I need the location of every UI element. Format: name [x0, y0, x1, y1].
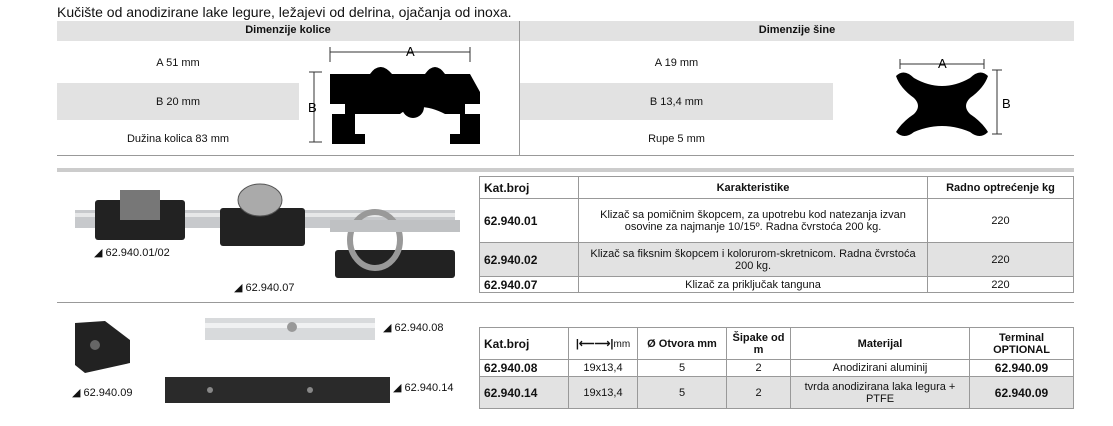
t1-load: 220 [928, 277, 1074, 293]
t1-load: 220 [928, 199, 1074, 243]
t2-kat: 62.940.08 [480, 360, 569, 377]
table-row [480, 377, 1074, 409]
table-rails [479, 327, 1074, 409]
section-line [57, 302, 1074, 303]
t1-header-load: Radno optrećenje kg [928, 177, 1074, 199]
t2-header-hole: Ø Otvora mm [638, 328, 727, 360]
table-characteristics [479, 176, 1074, 293]
rail-letter-a: A [938, 56, 947, 71]
rail-profile-drawing [834, 42, 1074, 155]
t2-size: 19x13,4 [569, 360, 638, 377]
t1-kat: 62.940.02 [480, 243, 579, 277]
width-arrow-icon: |⟵⟶| [575, 338, 614, 350]
t1-desc: Klizač za priključak tanguna [579, 277, 928, 293]
t2-mat: Anodizirani aluminij [791, 360, 970, 377]
kolica-a: A 51 mm [156, 57, 200, 69]
t2-term: 62.940.09 [970, 360, 1074, 377]
cars-photo [70, 180, 475, 295]
caption-62-940-09: ◢ 62.940.09 [72, 387, 133, 399]
t2-header-len: Šipake od m [727, 328, 791, 360]
t1-kat: 62.940.01 [480, 199, 579, 243]
caption-62-940-01-02: ◢ 62.940.01/02 [94, 247, 170, 259]
page-title: Kučište od anodizirane lake legure, ležajevi od delrina, ojačanja od inoxa. [57, 4, 512, 20]
t2-header-kat: Kat.broj [480, 328, 569, 360]
sina-holes: Rupe 5 mm [648, 133, 705, 145]
rail-letter-b: B [1002, 96, 1011, 111]
t1-header-desc: Karakteristike [579, 177, 928, 199]
sina-a: A 19 mm [654, 57, 699, 69]
t1-desc: Klizač sa pomičnim škopcem, za upotrebu kod natezanja izvan osovine za najmanje 10/15º. Radna čvrstoća 200 kg. [579, 199, 928, 243]
t2-hole: 5 [638, 360, 727, 377]
kolica-length: Dužina kolica 83 mm [126, 133, 230, 145]
t2-size: 19x13,4 [569, 377, 638, 409]
table-row [480, 277, 1074, 293]
sina-header: Dimenzije šine [758, 24, 836, 36]
sina-b: B 13,4 mm [649, 96, 704, 108]
car-letter-a: A [406, 44, 415, 59]
caption-62-940-14: ◢ 62.940.14 [393, 382, 454, 394]
dims-bottom-line [57, 155, 1074, 156]
section-separator [57, 168, 1074, 172]
t2-len: 2 [727, 377, 791, 409]
t2-mat: tvrda anodizirana laka legura + PTFE [791, 377, 970, 409]
t2-hole: 5 [638, 377, 727, 409]
t2-header-term: Terminal OPTIONAL [970, 328, 1074, 360]
t2-header-mat: Materijal [791, 328, 970, 360]
t1-header-kat: Kat.broj [480, 177, 579, 199]
t2-len: 2 [727, 360, 791, 377]
caption-62-940-08: ◢ 62.940.08 [383, 322, 444, 334]
t2-term: 62.940.09 [970, 377, 1074, 409]
car-profile-drawing [300, 42, 519, 155]
t2-header-size: |⟵⟶|mm [569, 328, 638, 360]
table-row [480, 243, 1074, 277]
t1-kat: 62.940.07 [480, 277, 579, 293]
kolica-header: Dimenzije kolice [245, 24, 331, 36]
t1-load: 220 [928, 243, 1074, 277]
t2-kat: 62.940.14 [480, 377, 569, 409]
table-row [480, 199, 1074, 243]
car-letter-b: B [308, 100, 317, 115]
table-row [480, 360, 1074, 377]
caption-62-940-07: ◢ 62.940.07 [234, 282, 295, 294]
kolica-b: B 20 mm [155, 96, 200, 108]
t1-desc: Klizač sa fiksnim škopcem i kolorurom-skretnicom. Radna čvrstoća 200 kg. [579, 243, 928, 277]
